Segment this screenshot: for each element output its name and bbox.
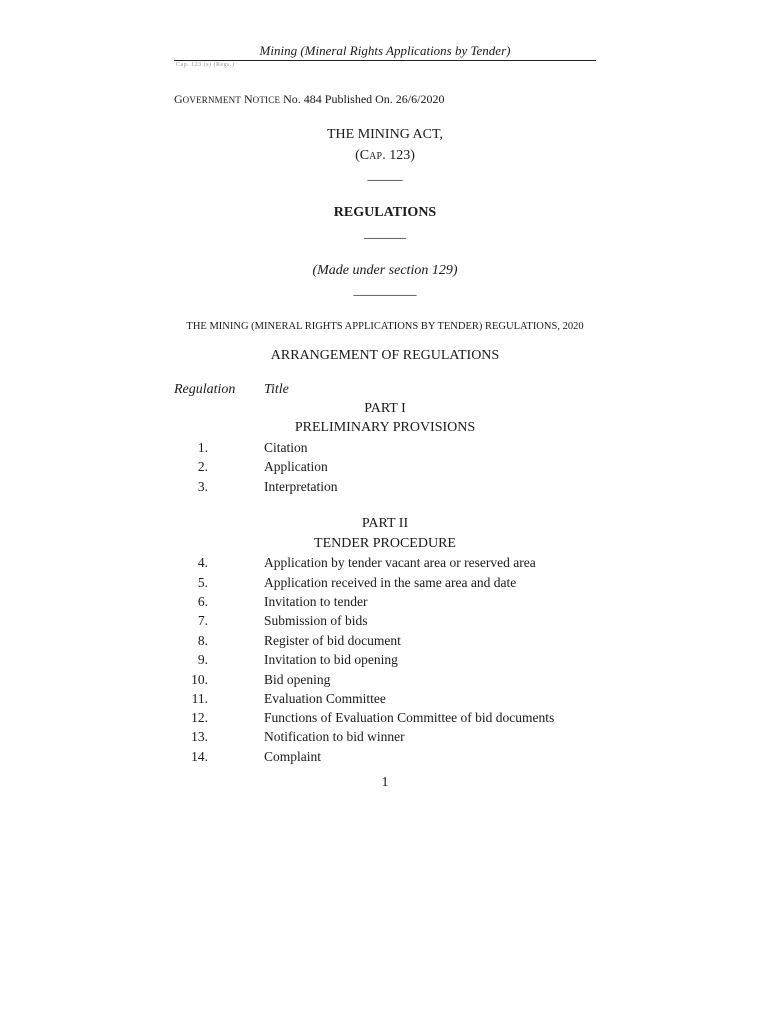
regulation-title: Bid opening [264,672,331,687]
regulation-number: 11. [191,691,208,706]
part-1-heading: PRELIMINARY PROVISIONS [294,420,476,435]
regulation-number: 14. [191,749,208,764]
regulation-number: 2. [197,459,208,474]
regulation-number: 12. [191,710,208,725]
part-2-heading: TENDER PROCEDURE [314,536,456,551]
regulation-number: 4. [197,555,208,570]
regulations-heading: REGULATIONS [333,205,437,220]
regulation-title: Complaint [264,749,321,764]
regulation-title: Application [264,459,328,474]
regulation-title: Invitation to tender [264,594,368,609]
column-header-regulation: Regulation [174,382,236,397]
regulation-number: 10. [191,672,208,687]
notice-details: No. 484 Published On. 26/6/2020 [283,92,445,106]
part-1-label: PART I [364,401,406,416]
regulation-title: Notification to bid winner [264,729,405,744]
cap-rest: . 123) [382,148,415,163]
regulation-title: Submission of bids [264,613,368,628]
part-2-label: PART II [361,516,409,531]
regulation-number: 9. [197,652,208,667]
regulations-title: THE MINING (MINERAL RIGHTS APPLICATIONS BY TENDER) REGULATIONS, 2020 [186,321,584,332]
regulation-number: 7. [197,613,208,628]
notice-g: G [174,92,183,106]
notice-overnment: OVERNMENT [182,95,241,105]
regulation-title: Application by tender vacant area or reserved area [264,555,536,570]
regulation-title: Register of bid document [264,633,401,648]
arrangement-heading: ARRANGEMENT OF REGULATIONS [270,348,500,363]
act-title: THE MINING ACT, [326,127,443,142]
running-header-title: Mining (Mineral Rights Applications by Tender) [259,43,511,58]
cap-open: (C [355,148,370,163]
regulation-number: 13. [191,729,208,744]
regulation-title: Functions of Evaluation Committee of bid documents [264,710,555,725]
rule-3: _________ [353,283,417,298]
page-number: 1 [381,775,389,790]
regulation-title: Invitation to bid opening [264,652,398,667]
notice-n: N [243,92,253,106]
act-cap [0,148,770,164]
rule-1: _____ [367,168,403,183]
regulation-title: Application received in the same area and date [264,575,517,590]
regulation-number: 3. [197,479,208,494]
notice-otice: OTICE [252,95,281,105]
cap-sc: AP [369,151,383,162]
regulation-number: 1. [197,440,208,455]
rule-2: ______ [364,226,406,241]
regulation-title: Evaluation Committee [264,691,386,706]
regulation-number: 6. [197,594,208,609]
regulation-title: Interpretation [264,479,338,494]
regulation-number: 8. [197,633,208,648]
header-rule [174,60,596,61]
regulation-title: Citation [264,440,308,455]
column-header-title: Title [264,382,289,397]
running-header-subtitle: Cap. 123 (s) (Regs.) [176,62,235,68]
made-under-section: (Made under section 129) [312,263,458,278]
government-notice [174,92,444,107]
regulation-number: 5. [197,575,208,590]
